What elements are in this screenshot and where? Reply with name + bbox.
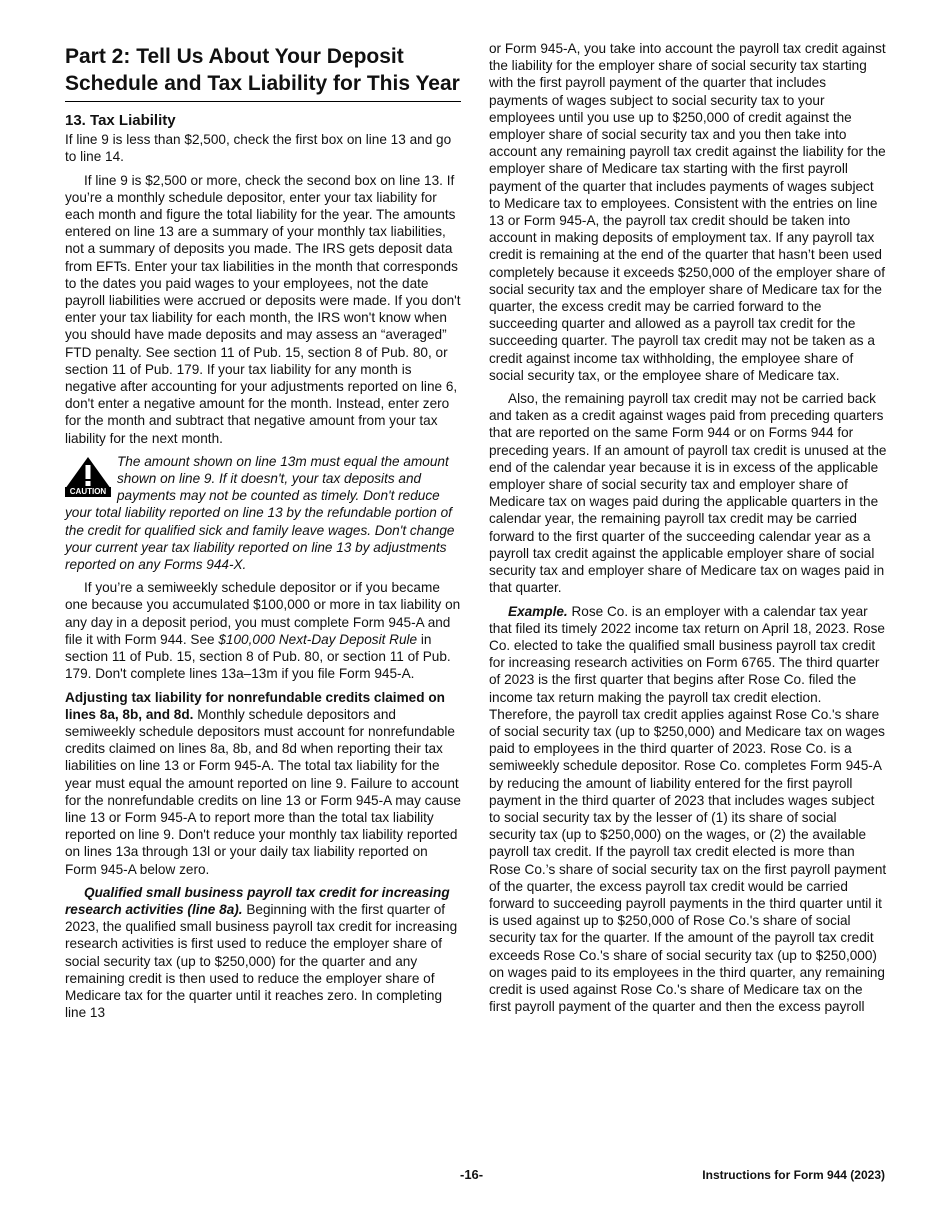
paragraph: If you’re a semiweekly schedule depositor or if you became one because you accumulated $100,000 or more in tax liability on any day in a deposit period, you must complete Form 945-A and file it with Form 944. See $100,000 Next-Day Deposit Rule in section 11 of Pub. 15, section 8 of Pub. 80, or section 11 of Pub. 179. Don't complete lines 13a–13m if you file Form 945-A.: [65, 580, 461, 682]
right-column: [489, 40, 887, 1021]
caution-text: The amount shown on line 13m must equal the amount shown on line 9. If it doesn't, your tax deposits and payments may not be counted as timely. Don't reduce your total liability reported on line 13 by the refundable portion of the credit for qualified sick and family leave wages. Don't change your current year tax liability reported on line 13 by adjustments reported on any Forms 944-X.: [65, 453, 455, 573]
run-in-heading: Adjusting tax liability for nonrefundable credits claimed on lines 8a, 8b, and 8d.: [65, 689, 445, 722]
section-heading: Part 2: Tell Us About Your Deposit Schedule and Tax Liability for This Year: [65, 44, 461, 102]
paragraph: or Form 945-A, you take into account the payroll tax credit against the liability for the employer share of social security tax starting with the first payroll payment of the quarter that includes payments of wages subject to social security tax to your employees until you use up to $250,000 of credit against the employer share of social security tax and you then take into account any remaining payroll tax credit against the liability for the employer share of Medicare tax starting with the first payroll payment of the quarter that includes payments of wages subject to Medicare tax to employees. Consistent with the entries on line 13 or Form 945-A, the payroll tax credit should be taken into account in making deposits of employment tax. If any payroll tax credit is remaining at the end of the quarter that hasn’t been used completely because it exceeds $250,000 of the employer share of social security tax and the employer share of Medicare tax for the quarter, the excess credit may be carried forward to the succeeding quarter and allowed as a payroll tax credit for the succeeding quarter. The payroll tax credit may not be taken as a credit against income tax withholding, the employee share of social security tax, or the employee share of Medicare tax.: [489, 41, 886, 383]
paragraph: Example. Rose Co. is an employer with a calendar tax year that filed its timely 2022 income tax return on April 18, 2023. Rose Co. elected to take the qualified small business payroll tax credit for increasing research activities on Form 6765. The third quarter of 2023 is the first quarter that begins after Rose Co. filed the income tax return making the payroll tax credit election. Therefore, the payroll tax credit applies against Rose Co.'s share of social security tax (up to $250,000) and Medicare tax on wages paid to employees in the third quarter of 2023. Rose Co. is a semiweekly schedule depositor. Rose Co. completes Form 945-A by reducing the amount of liability entered for the first payroll payment in the third quarter of 2023 that includes wages subject to social security tax by the lesser of (1) its share of social security tax (up to $250,000) on the wages, or (2) the available payroll tax credit. If the payroll tax credit elected is more than Rose Co.’s share of social security tax on the first payroll payment of the quarter, the excess payroll tax credit would be carried forward to succeeding payroll payments in the third quarter until it is used against up to $250,000 of Rose Co.'s share of social security tax for the quarter. If the amount of the payroll tax credit exceeds Rose Co.'s share of social security tax (up to $250,000) on wages paid to its employees in the third quarter, any remaining credit is used against Rose Co.'s share of Medicare tax on the first payroll payment of the quarter and then the excess payroll: [489, 603, 887, 1015]
paragraph: Qualified small business payroll tax credit for increasing research activities (line 8a). Beginning with the first quarter of 2023, the qualified small business payroll tax credit for increasing research activities is first used to reduce the employer share of social security tax (up to $250,000) for the quarter and any remaining credit is then used to reduce the employer share of Medicare tax for the quarter until it reaches zero. In completing line 13: [65, 884, 458, 1021]
paragraph: If line 9 is less than $2,500, check the first box on line 13 and go to line 14.: [65, 132, 452, 165]
subsection-heading: 13. Tax Liability: [65, 112, 176, 129]
paragraph: Adjusting tax liability for nonrefundable credits claimed on lines 8a, 8b, and 8d. Monthly schedule depositors and semiweekly schedule depositors must account for nonrefundable credits claimed on lines 8a, 8b, and 8d when reporting their tax liabilities on line 13 or Form 945-A. The total tax liability for the year must equal the amount reported on line 9. Failure to account for the nonrefundable credits on line 13 or Form 945-A may cause line 13 or Form 945-A to report more than the total tax liability reported on line 9. Don't reduce your monthly tax liability reported on lines 13a through 13l or your daily tax liability reported on Form 945-A below zero.: [65, 689, 461, 877]
run-in-heading: Example.: [508, 603, 568, 619]
caution-icon: [65, 457, 111, 497]
left-column: [65, 40, 461, 1027]
caution-note: [65, 453, 461, 573]
page-number: -16-: [460, 1167, 484, 1182]
paragraph: Also, the remaining payroll tax credit may not be carried back and taken as a credit against wages paid from preceding quarters that are reported on the same Form 944 or on Forms 944 for preceding years. If an amount of payroll tax credit is unused at the end of the calendar year because it is in excess of the applicable employer share of social security tax and employer share of Medicare tax on wages paid during the applicable quarters in the calendar year, the remaining payroll tax credit may be carried forward to the first quarter of the succeeding calendar year as a payroll tax credit against the applicable employer share of social security tax and employer share of Medicare tax on wages paid in that quarter.: [489, 391, 887, 596]
caution-label: CAUTION: [65, 487, 111, 497]
run-in-heading: Qualified small business payroll tax credit for increasing research activities (line 8a).: [65, 884, 450, 917]
document-title: Instructions for Form 944 (2023): [702, 1168, 885, 1182]
paragraph: If line 9 is $2,500 or more, check the second box on line 13. If you’re a monthly schedule depositor, enter your tax liability for each month and figure the total liability for the year. The amounts entered on line 13 are a summary of your monthly tax liabilities, not a summary of deposits you made. The IRS gets deposit data from EFTs. Enter your tax liabilities in the month that corresponds to the dates you paid wages to your employees, not the date payroll liabilities were accrued or deposits were made. If you don't enter your tax liability for each month, the IRS won't know when you should have made deposits and may assess an “averaged” FTD penalty. See section 11 of Pub. 15, section 8 of Pub. 80, or section 11 of Pub. 179. If your tax liability for any month is negative after accounting for your adjustments reported on line 6, don't enter a negative amount for the month. Instead, enter zero for the month and subtract that negative amount from your tax liability for the next month.: [65, 172, 461, 446]
